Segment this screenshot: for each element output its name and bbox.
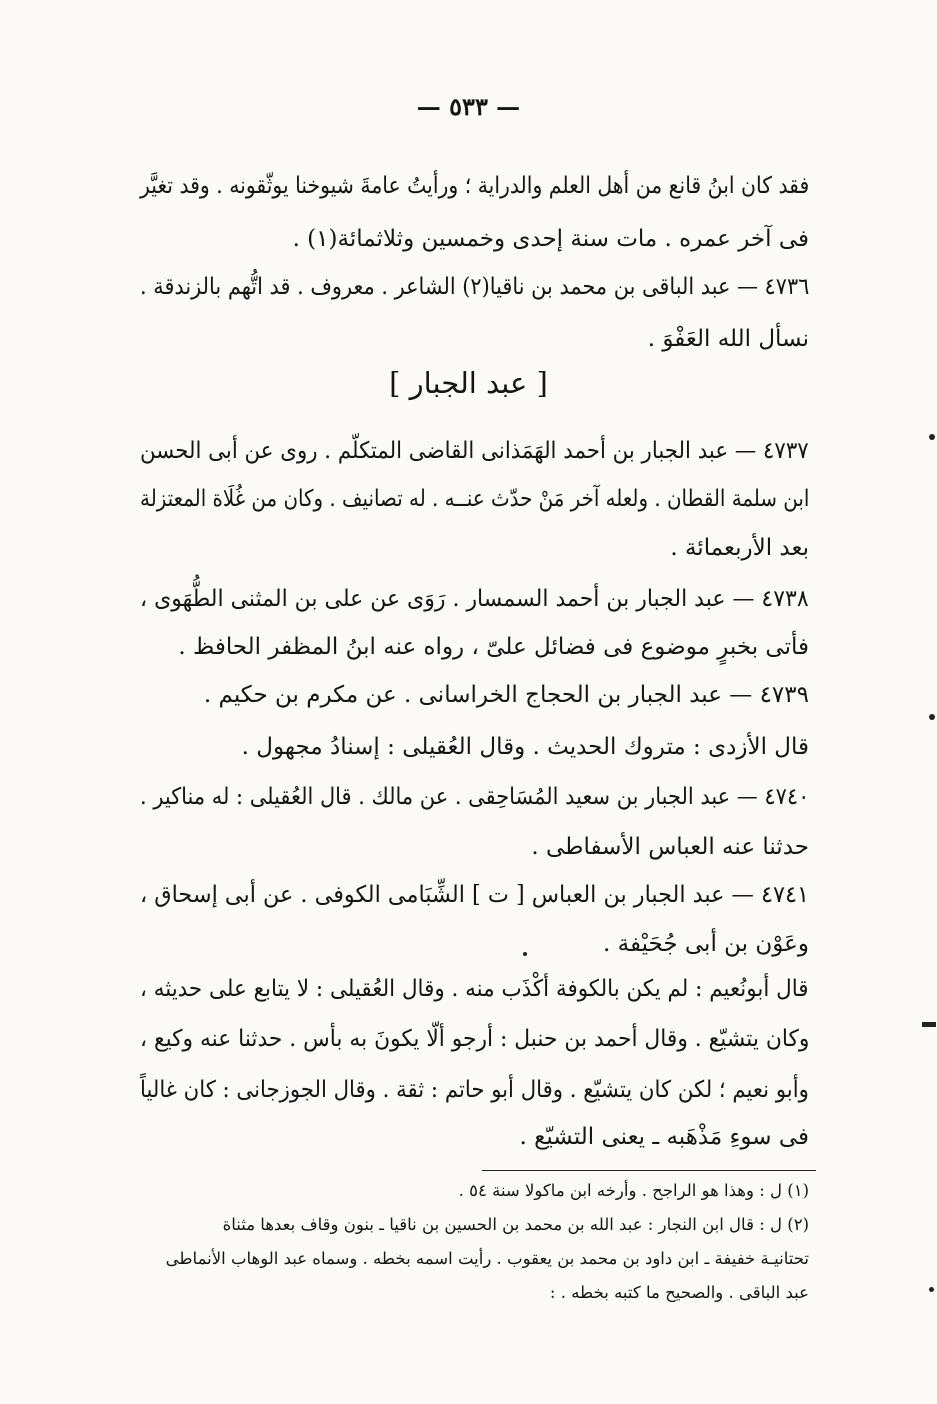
body-line-19: فى سوءِ مَذْهَبه ـ يعنى التشيّع . [519, 1124, 809, 1150]
body-line-4: نسأل الله العَفْوَ . [647, 326, 809, 352]
footnote-2-cont: تحتانيـة خفيفة ـ ابن داود بن محمد بن يعقوب . رأيت اسمه بخطه . وسماه عبد الوهاب الأنماطى [165, 1249, 809, 1268]
body-line-13: حدثنا عنه العباس الأسفاطى . [531, 834, 809, 860]
entry-4737: ٤٧٣٧ — عبد الجبار بن أحمد الهَمَذانى القاضى المتكلّم . روى عن أبى الحسن [140, 438, 809, 464]
body-line-11: قال الأزدى : متروك الحديث . وقال العُقيلى : إسنادُ مجهول . [241, 734, 809, 760]
body-line-7: بعد الأربعمائة . [670, 535, 809, 561]
footnote-separator [482, 1170, 816, 1171]
footnote-2: (٢) ل : قال ابن النجار : عبد الله بن محمد بن الحسين بن ناقيا ـ بنون وقاف بعدها مثناة [222, 1215, 809, 1234]
footnote-1: (١) ل : وهذا هو الراجح . وأرخه ابن ماكولا سنة ٥٤ . [458, 1181, 809, 1200]
body-line-16: قال أبونُعيم : لم يكن بالكوفة أكْذَب منه . وقال العُقيلى : لا يتابع على حديثه ، [140, 976, 809, 1002]
entry-4738: ٤٧٣٨ — عبد الجبار بن أحمد السمسار . رَوَى عن على بن المثنى الطُّهَوى ، [140, 586, 809, 612]
footnote-2-end: عبد الباقى . والصحيح ما كتبه بخطه . : [549, 1283, 809, 1302]
scan-speck [922, 1022, 936, 1027]
page-number: — ٥٣٣ — [416, 92, 521, 121]
scan-speck [523, 952, 527, 956]
body-line-6: ابن سلمة القطان . ولعله آخر مَنْ حدّث عنــه . له تصانيف . وكان من غُلَاة المعتزلة [139, 486, 809, 512]
entry-4739: ٤٧٣٩ — عبد الجبار بن الحجاج الخراسانى . عن مكرم بن حكيم . [203, 682, 809, 708]
entry-4736: ٤٧٣٦ — عبد الباقى بن محمد بن ناقيا(٢) الشاعر . معروف . قد اتُّهم بالزندقة . [139, 274, 809, 300]
entry-4740: ٤٧٤٠ — عبد الجبار بن سعيد المُسَاحِقى . عن مالك . قال العُقيلى : له مناكير . [139, 784, 809, 810]
body-line-15: وعَوْن بن أبى جُحَيْفة . [602, 931, 809, 957]
body-line-9: فأتى بخبرٍ موضوع فى فضائل علىّ ، رواه عنه ابنُ المظفر الحافظ . [178, 634, 809, 660]
section-heading: [ عبد الجبار ] [389, 366, 548, 400]
scan-speck [929, 434, 935, 440]
body-line-18: وأبو نعيم ؛ لكن كان يتشيّع . وقال أبو حاتم : ثقة . وقال الجوزجانى : كان غالياً [140, 1077, 809, 1103]
body-line-1: فقد كان ابنُ قانع من أهل العلم والدراية ؛ ورأيتُ عامةَ شيوخنا يوثّقونه . وقد تغيَّر [139, 173, 809, 199]
scan-speck [929, 714, 935, 720]
entry-4741: ٤٧٤١ — عبد الجبار بن العباس [ ت ] الشِّبَامى الكوفى . عن أبى إسحاق ، [140, 882, 809, 908]
body-line-2: فى آخر عمره . مات سنة إحدى وخمسين وثلاثمائة(١) . [292, 226, 809, 252]
scan-speck [929, 1287, 934, 1292]
body-line-17: وكان يتشيّع . وقال أحمد بن حنبل : أرجو ألّا يكونَ به بأس . حدثنا عنه وكيع ، [139, 1026, 809, 1052]
